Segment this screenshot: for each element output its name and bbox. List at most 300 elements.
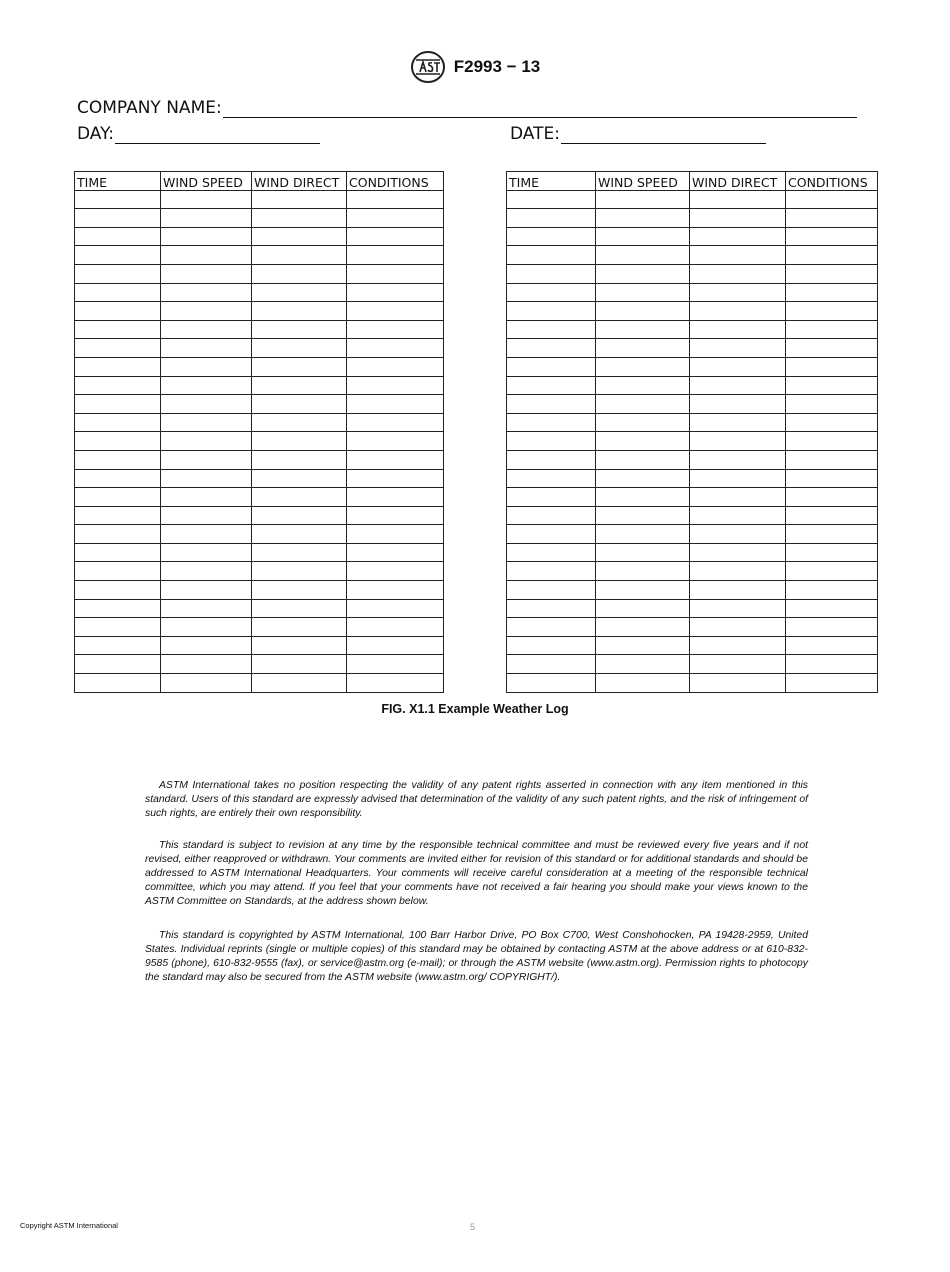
empty-cell (75, 636, 161, 655)
table-row (75, 264, 444, 283)
empty-cell (507, 581, 596, 600)
table-row (75, 469, 444, 488)
empty-cell (596, 320, 690, 339)
table-row (75, 450, 444, 469)
empty-cell (596, 376, 690, 395)
empty-cell (347, 283, 444, 302)
table-row (507, 525, 878, 544)
copyright-notice: This standard is copyrighted by ASTM International, 100 Barr Harbor Drive, PO Box C700, West Conshohocken, PA 19428-2959, United States. Individual reprints (single or multiple copies) of this standard may be obtained by contacting ASTM at the above address or at 610-832-9585 (phone), 610-832-9555 (fax), or service@astm.org (e-mail); or through the ASTM website (www.astm.org). Permission rights to photocopy the standard may also be secured from the ASTM website (www.astm.org/ COPYRIGHT/). (145, 930, 808, 983)
empty-cell (252, 581, 347, 600)
table-row (507, 302, 878, 321)
table-row (75, 320, 444, 339)
empty-cell (786, 264, 878, 283)
document-header (0, 50, 950, 84)
empty-cell (75, 357, 161, 376)
empty-cell (347, 469, 444, 488)
empty-cell (786, 357, 878, 376)
empty-cell (596, 302, 690, 321)
empty-cell (347, 581, 444, 600)
empty-cell (347, 674, 444, 693)
empty-cell (507, 339, 596, 358)
empty-cell (690, 227, 786, 246)
empty-cell (161, 339, 252, 358)
table-row (75, 190, 444, 209)
astm-logo-icon (410, 50, 446, 84)
empty-cell (347, 376, 444, 395)
empty-cell (75, 674, 161, 693)
empty-cell (347, 432, 444, 451)
table-row (507, 599, 878, 618)
empty-cell (596, 543, 690, 562)
empty-cell (347, 636, 444, 655)
table-row (507, 636, 878, 655)
empty-cell (786, 636, 878, 655)
empty-cell (690, 246, 786, 265)
table-row (507, 488, 878, 507)
empty-cell (786, 432, 878, 451)
table-row (507, 376, 878, 395)
empty-cell (786, 450, 878, 469)
empty-cell (347, 227, 444, 246)
empty-cell (786, 302, 878, 321)
empty-cell (690, 190, 786, 209)
empty-cell (786, 283, 878, 302)
empty-cell (690, 264, 786, 283)
empty-cell (75, 469, 161, 488)
weather-log-table-left (74, 171, 444, 693)
empty-cell (596, 488, 690, 507)
empty-cell (161, 655, 252, 674)
empty-cell (252, 264, 347, 283)
table-row (75, 506, 444, 525)
empty-cell (252, 543, 347, 562)
table-row (507, 209, 878, 228)
empty-cell (161, 209, 252, 228)
empty-cell (161, 636, 252, 655)
empty-cell (507, 432, 596, 451)
empty-cell (690, 413, 786, 432)
empty-cell (75, 302, 161, 321)
table-row (507, 562, 878, 581)
table-row (75, 562, 444, 581)
empty-cell (75, 450, 161, 469)
empty-cell (252, 562, 347, 581)
date-blank (561, 125, 766, 144)
table-row (75, 488, 444, 507)
date-field (510, 124, 766, 144)
empty-cell (596, 432, 690, 451)
empty-cell (690, 674, 786, 693)
empty-cell (507, 543, 596, 562)
empty-cell (690, 209, 786, 228)
empty-cell (786, 525, 878, 544)
table-row (507, 190, 878, 209)
empty-cell (75, 376, 161, 395)
empty-cell (347, 209, 444, 228)
table-row (75, 413, 444, 432)
table-row (507, 413, 878, 432)
empty-cell (252, 209, 347, 228)
table-row (75, 209, 444, 228)
empty-cell (596, 506, 690, 525)
empty-cell (347, 339, 444, 358)
empty-cell (690, 432, 786, 451)
empty-cell (252, 599, 347, 618)
empty-cell (75, 283, 161, 302)
empty-cell (75, 432, 161, 451)
table-row (507, 320, 878, 339)
empty-cell (161, 562, 252, 581)
empty-cell (252, 283, 347, 302)
table-row (507, 655, 878, 674)
empty-cell (161, 543, 252, 562)
empty-cell (161, 450, 252, 469)
empty-cell (786, 413, 878, 432)
empty-cell (75, 525, 161, 544)
table-row (75, 283, 444, 302)
empty-cell (507, 525, 596, 544)
empty-cell (161, 320, 252, 339)
table-row (507, 227, 878, 246)
column-header: WIND DIRECT (690, 172, 786, 191)
empty-cell (690, 376, 786, 395)
empty-cell (690, 339, 786, 358)
column-header: TIME (75, 172, 161, 191)
empty-cell (347, 357, 444, 376)
table-row (75, 357, 444, 376)
empty-cell (252, 525, 347, 544)
empty-cell (347, 246, 444, 265)
empty-cell (161, 599, 252, 618)
empty-cell (161, 525, 252, 544)
empty-cell (252, 488, 347, 507)
empty-cell (252, 506, 347, 525)
empty-cell (786, 655, 878, 674)
empty-cell (596, 674, 690, 693)
table-row (507, 450, 878, 469)
empty-cell (690, 283, 786, 302)
empty-cell (596, 655, 690, 674)
empty-cell (75, 506, 161, 525)
empty-cell (161, 432, 252, 451)
table-row (75, 525, 444, 544)
table-row (507, 357, 878, 376)
empty-cell (252, 636, 347, 655)
empty-cell (347, 413, 444, 432)
empty-cell (75, 599, 161, 618)
empty-cell (75, 320, 161, 339)
empty-cell (252, 190, 347, 209)
empty-cell (252, 674, 347, 693)
table-row (75, 655, 444, 674)
empty-cell (347, 302, 444, 321)
empty-cell (75, 190, 161, 209)
empty-cell (75, 264, 161, 283)
empty-cell (596, 599, 690, 618)
empty-cell (507, 209, 596, 228)
empty-cell (347, 264, 444, 283)
table-row (507, 618, 878, 637)
empty-cell (75, 562, 161, 581)
empty-cell (596, 209, 690, 228)
empty-cell (690, 636, 786, 655)
empty-cell (690, 581, 786, 600)
empty-cell (161, 506, 252, 525)
empty-cell (690, 357, 786, 376)
empty-cell (252, 302, 347, 321)
empty-cell (786, 376, 878, 395)
empty-cell (252, 246, 347, 265)
empty-cell (75, 339, 161, 358)
table-row (507, 339, 878, 358)
empty-cell (690, 525, 786, 544)
empty-cell (507, 302, 596, 321)
empty-cell (690, 395, 786, 414)
empty-cell (252, 655, 347, 674)
empty-cell (786, 618, 878, 637)
empty-cell (347, 320, 444, 339)
table-header-row (507, 172, 878, 191)
empty-cell (161, 246, 252, 265)
empty-cell (347, 395, 444, 414)
empty-cell (507, 636, 596, 655)
empty-cell (75, 581, 161, 600)
empty-cell (690, 488, 786, 507)
empty-cell (161, 376, 252, 395)
empty-cell (690, 320, 786, 339)
table-row (75, 246, 444, 265)
empty-cell (347, 562, 444, 581)
empty-cell (690, 469, 786, 488)
table-header-row (75, 172, 444, 191)
standard-designation: F2993 − 13 (453, 57, 541, 76)
empty-cell (596, 264, 690, 283)
table-row (75, 227, 444, 246)
empty-cell (786, 599, 878, 618)
empty-cell (690, 618, 786, 637)
empty-cell (786, 562, 878, 581)
empty-cell (596, 227, 690, 246)
empty-cell (252, 376, 347, 395)
table-row (75, 581, 444, 600)
day-blank (115, 125, 320, 144)
empty-cell (75, 618, 161, 637)
empty-cell (786, 469, 878, 488)
company-name-field (77, 98, 857, 118)
empty-cell (507, 618, 596, 637)
empty-cell (596, 618, 690, 637)
empty-cell (75, 488, 161, 507)
column-header: WIND SPEED (596, 172, 690, 191)
empty-cell (161, 395, 252, 414)
empty-cell (161, 190, 252, 209)
empty-cell (596, 246, 690, 265)
table-row (75, 376, 444, 395)
empty-cell (786, 246, 878, 265)
empty-cell (690, 562, 786, 581)
weather-log-table-right (506, 171, 878, 693)
empty-cell (596, 357, 690, 376)
empty-cell (507, 413, 596, 432)
empty-cell (507, 562, 596, 581)
empty-cell (786, 395, 878, 414)
empty-cell (161, 357, 252, 376)
empty-cell (507, 469, 596, 488)
table-row (507, 395, 878, 414)
table-row (75, 636, 444, 655)
figure-caption: FIG. X1.1 Example Weather Log (381, 702, 569, 716)
empty-cell (75, 209, 161, 228)
column-header: WIND DIRECT (252, 172, 347, 191)
empty-cell (786, 190, 878, 209)
empty-cell (786, 581, 878, 600)
empty-cell (161, 581, 252, 600)
empty-cell (347, 655, 444, 674)
empty-cell (507, 395, 596, 414)
empty-cell (690, 450, 786, 469)
empty-cell (507, 655, 596, 674)
empty-cell (347, 506, 444, 525)
empty-cell (596, 450, 690, 469)
empty-cell (75, 655, 161, 674)
empty-cell (252, 469, 347, 488)
empty-cell (75, 227, 161, 246)
table-row (507, 581, 878, 600)
empty-cell (347, 543, 444, 562)
empty-cell (75, 246, 161, 265)
empty-cell (507, 674, 596, 693)
empty-cell (161, 674, 252, 693)
empty-cell (786, 488, 878, 507)
empty-cell (75, 413, 161, 432)
table-row (507, 469, 878, 488)
table-row (507, 543, 878, 562)
empty-cell (161, 264, 252, 283)
empty-cell (75, 543, 161, 562)
table-row (75, 432, 444, 451)
empty-cell (690, 506, 786, 525)
table-row (507, 432, 878, 451)
empty-cell (347, 599, 444, 618)
empty-cell (596, 636, 690, 655)
empty-cell (786, 543, 878, 562)
empty-cell (252, 320, 347, 339)
table-row (507, 246, 878, 265)
table-row (75, 543, 444, 562)
empty-cell (347, 525, 444, 544)
empty-cell (252, 395, 347, 414)
empty-cell (786, 339, 878, 358)
table-row (507, 264, 878, 283)
empty-cell (347, 618, 444, 637)
empty-cell (252, 357, 347, 376)
empty-cell (596, 525, 690, 544)
table-row (75, 599, 444, 618)
day-label: DAY: (77, 124, 114, 144)
empty-cell (507, 599, 596, 618)
empty-cell (690, 302, 786, 321)
empty-cell (161, 618, 252, 637)
empty-cell (507, 357, 596, 376)
empty-cell (252, 450, 347, 469)
empty-cell (596, 339, 690, 358)
company-name-blank (223, 99, 857, 118)
table-row (507, 506, 878, 525)
empty-cell (507, 506, 596, 525)
empty-cell (786, 674, 878, 693)
table-row (75, 674, 444, 693)
column-header: TIME (507, 172, 596, 191)
empty-cell (161, 302, 252, 321)
empty-cell (252, 227, 347, 246)
empty-cell (690, 599, 786, 618)
empty-cell (347, 450, 444, 469)
empty-cell (690, 543, 786, 562)
empty-cell (507, 264, 596, 283)
empty-cell (161, 227, 252, 246)
table-row (75, 302, 444, 321)
column-header: WIND SPEED (161, 172, 252, 191)
empty-cell (252, 618, 347, 637)
empty-cell (161, 488, 252, 507)
empty-cell (786, 320, 878, 339)
empty-cell (347, 190, 444, 209)
footer-copyright: Copyright ASTM International (20, 1221, 118, 1230)
day-field (77, 124, 320, 144)
table-row (75, 339, 444, 358)
company-name-label: COMPANY NAME: (77, 98, 222, 118)
table-row (75, 395, 444, 414)
column-header: CONDITIONS (347, 172, 444, 191)
empty-cell (252, 413, 347, 432)
empty-cell (596, 413, 690, 432)
empty-cell (507, 450, 596, 469)
empty-cell (786, 506, 878, 525)
empty-cell (596, 283, 690, 302)
empty-cell (596, 190, 690, 209)
page-number: 5 (470, 1222, 476, 1232)
empty-cell (161, 283, 252, 302)
empty-cell (252, 432, 347, 451)
empty-cell (507, 190, 596, 209)
empty-cell (786, 209, 878, 228)
empty-cell (252, 339, 347, 358)
empty-cell (161, 413, 252, 432)
empty-cell (690, 655, 786, 674)
empty-cell (596, 581, 690, 600)
empty-cell (596, 469, 690, 488)
table-row (75, 618, 444, 637)
empty-cell (596, 562, 690, 581)
empty-cell (507, 376, 596, 395)
empty-cell (507, 283, 596, 302)
empty-cell (347, 488, 444, 507)
table-row (507, 283, 878, 302)
empty-cell (596, 395, 690, 414)
revision-notice: This standard is subject to revision at any time by the responsible technical committee and must be reviewed every five years and if not revised, either reapproved or withdrawn. Your comments are invited either for revision of this standard or for additional standards and should be addressed to ASTM International Headquarters. Your comments will receive careful consideration at a meeting of the responsible technical committee, which you may attend. If you feel that your comments have not received a fair hearing you should make your views known to the ASTM Committee on Standards, at the address shown below. (145, 840, 808, 907)
date-label: DATE: (510, 124, 560, 144)
empty-cell (786, 227, 878, 246)
empty-cell (75, 395, 161, 414)
empty-cell (507, 227, 596, 246)
empty-cell (161, 469, 252, 488)
empty-cell (507, 246, 596, 265)
empty-cell (507, 488, 596, 507)
patent-notice: ASTM International takes no position respecting the validity of any patent rights asserted in connection with any item mentioned in this standard. Users of this standard are expressly advised that determination of the validity of any such patent rights, and the risk of infringement of such rights, are entirely their own responsibility. (145, 780, 808, 819)
table-row (507, 674, 878, 693)
column-header: CONDITIONS (786, 172, 878, 191)
empty-cell (507, 320, 596, 339)
